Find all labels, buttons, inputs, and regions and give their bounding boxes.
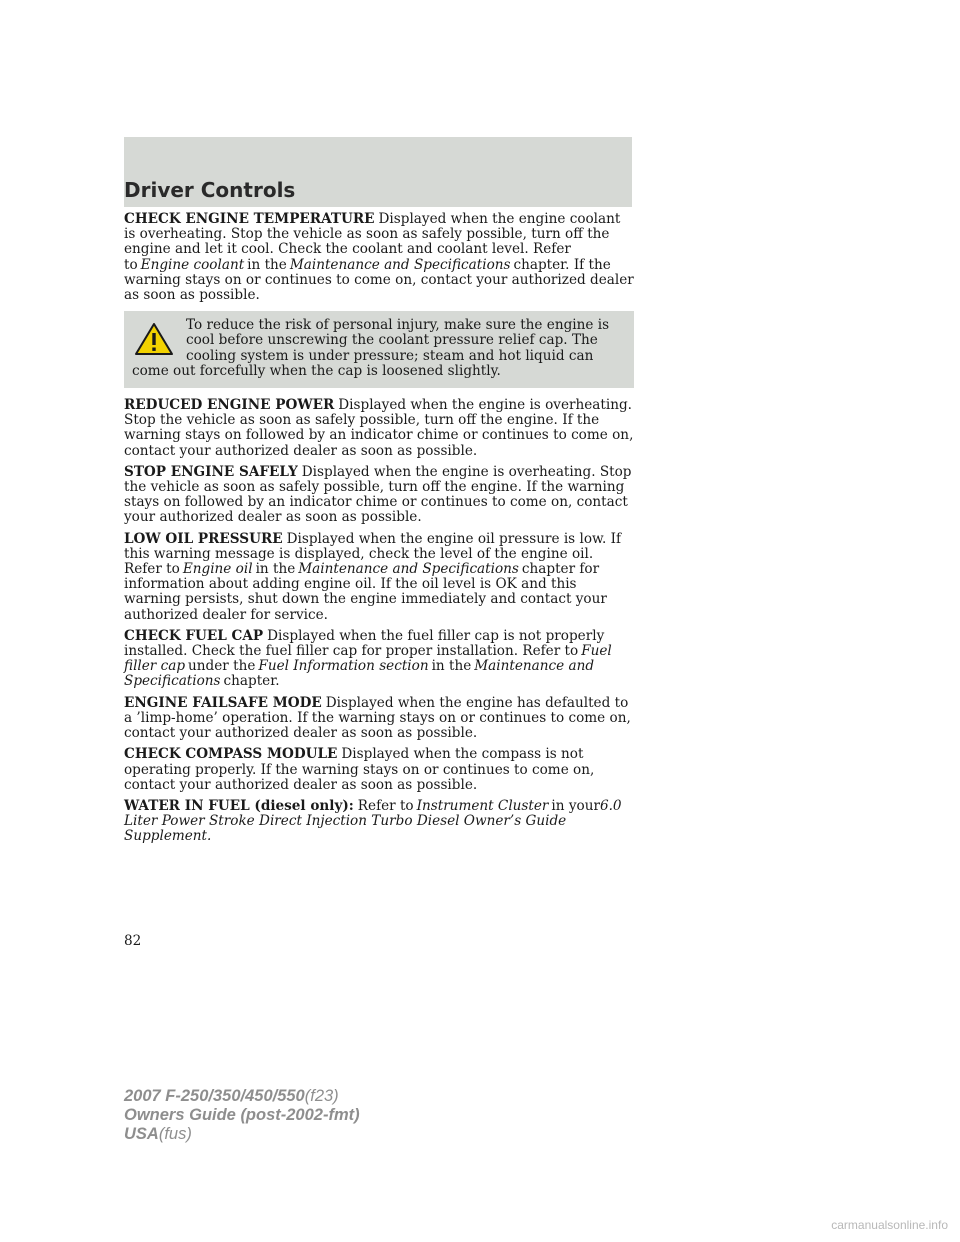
text: Refer to bbox=[357, 797, 414, 814]
paragraph-check-engine-temperature bbox=[124, 212, 634, 303]
reference: Engine oil bbox=[182, 561, 253, 578]
text: chapter. If the warning stays on or continues to come on, contact your authorized dealer as soon as possible. bbox=[124, 256, 634, 304]
reference: Maintenance and Specifications bbox=[124, 658, 595, 690]
reference: Fuel filler cap bbox=[124, 643, 612, 675]
text: Displayed when the compass is not operating properly. If the warning stays on or continues to come on, contact your authorized dealer as soon as possible. bbox=[124, 746, 595, 793]
paragraph-reduced-engine-power bbox=[124, 398, 634, 459]
text: Displayed when the engine is overheating. Stop the vehicle as soon as safely possible, turn off the engine. If the warning stays on followed by an indicator chime or continues to come on, contact your authorized dealer as soon as possible. bbox=[124, 397, 634, 459]
term: CHECK COMPASS MODULE bbox=[124, 746, 338, 763]
text: in your bbox=[551, 797, 600, 814]
section-title: Driver Controls bbox=[124, 178, 296, 202]
paragraph-engine-failsafe-mode bbox=[124, 696, 634, 742]
reference: 6.0 Liter Power Stroke Direct Injection Turbo Diesel Owner’s Guide Supplement. bbox=[124, 797, 622, 845]
paragraph-low-oil-pressure bbox=[124, 532, 634, 623]
document-footer bbox=[124, 1087, 360, 1144]
text: Displayed when the engine is overheating. Stop the vehicle as soon as safely possible, turn off the engine. If the warning stays on followed by an indicator chime or continues to come on, contact your authorized dealer as soon as possible. bbox=[124, 463, 632, 526]
footer-model-code: (f23) bbox=[304, 1087, 339, 1105]
text: Displayed when the engine has defaulted to a ’limp-home’ operation. If the warning stays on or continues to come on, contact your authorized dealer as soon as possible. bbox=[124, 694, 631, 742]
footer-market: USA bbox=[124, 1125, 159, 1143]
text: in the bbox=[255, 561, 296, 578]
text: Displayed when the fuel filler cap is not properly installed. Check the fuel filler cap for proper installation. Refer to bbox=[124, 627, 605, 660]
text: chapter for information about adding engine oil. If the oil level is OK and this warning persists, shut down the engine immediately and contact your authorized dealer for service. bbox=[124, 561, 607, 623]
paragraph-check-compass-module bbox=[124, 747, 634, 793]
footer-model: 2007 F-250/350/450/550 bbox=[124, 1087, 305, 1105]
text: in the bbox=[247, 256, 287, 273]
term: STOP ENGINE SAFELY bbox=[124, 463, 298, 480]
reference: Engine coolant bbox=[140, 256, 245, 273]
term: ENGINE FAILSAFE MODE bbox=[124, 694, 322, 711]
page-number: 82 bbox=[124, 933, 142, 949]
footer-line-model bbox=[124, 1087, 360, 1106]
site-watermark: carmanualsonline.info bbox=[831, 1218, 948, 1232]
term: LOW OIL PRESSURE bbox=[124, 530, 283, 547]
text: Displayed when the engine coolant is overheating. Stop the vehicle as soon as safely possible, turn off the engine and let it cool. Check the coolant and coolant level. Refer to bbox=[124, 211, 621, 273]
term: REDUCED ENGINE POWER bbox=[124, 397, 335, 414]
text: in the bbox=[431, 658, 472, 675]
page-content bbox=[124, 212, 634, 851]
term: WATER IN FUEL (diesel only): bbox=[124, 797, 354, 814]
footer-market-code: (fus) bbox=[158, 1125, 192, 1143]
reference: Maintenance and Specifications bbox=[289, 256, 511, 273]
paragraph-water-in-fuel bbox=[124, 799, 634, 845]
footer-guide: Owners Guide (post-2002-fmt) bbox=[124, 1106, 360, 1124]
footer-line-guide bbox=[124, 1106, 360, 1125]
paragraph-stop-engine-safely bbox=[124, 465, 634, 526]
warning-box bbox=[124, 311, 634, 388]
warning-triangle-icon bbox=[134, 322, 174, 356]
footer-line-market bbox=[124, 1125, 360, 1144]
paragraph-check-fuel-cap bbox=[124, 629, 634, 690]
text: under the bbox=[188, 658, 256, 675]
reference: Maintenance and Specifications bbox=[298, 561, 519, 578]
term: CHECK ENGINE TEMPERATURE bbox=[124, 211, 375, 227]
text: chapter. bbox=[223, 673, 280, 690]
reference: Fuel Information section bbox=[258, 658, 429, 675]
text: Displayed when the engine oil pressure is low. If this warning message is displayed, check the level of the engine oil. Refer to bbox=[124, 530, 622, 578]
reference: Instrument Cluster bbox=[416, 797, 549, 814]
term: CHECK FUEL CAP bbox=[124, 627, 264, 644]
warning-text: To reduce the risk of personal injury, make sure the engine is cool before unscrewing the coolant pressure relief cap. The cooling system is under pressure; steam and hot liquid can come out forcefully when the cap is loosened slightly. bbox=[132, 317, 610, 379]
